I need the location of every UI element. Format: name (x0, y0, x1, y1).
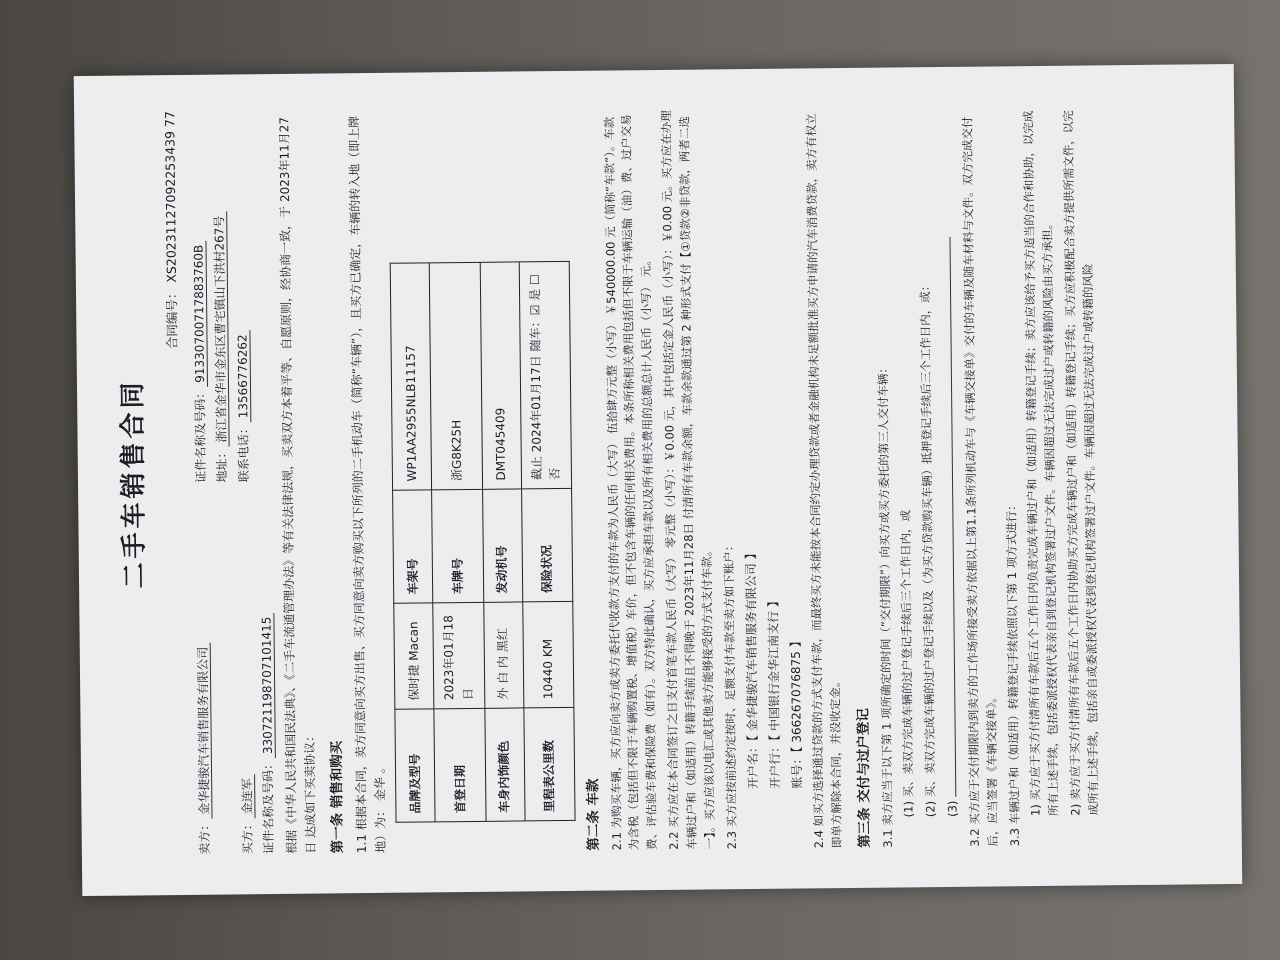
clause-1-1: 1.1 根据本合同，卖方同意向买方出售、买方同意向卖方购买以下所列的二手机动车（简称“车辆”），且买方已确定，车辆的转入地（即上牌地）为： 金华 。 (347, 115, 388, 854)
buyer-name: 金连军 (240, 774, 255, 818)
color-value: 外 白 内 黑红 (483, 602, 523, 709)
mileage-label: 里程表公里数 (523, 707, 574, 821)
engine-label: 发动机号 (482, 489, 522, 602)
bank-row: 开户行：【 中国银行金华江南支行 】 (766, 595, 783, 789)
article-1-title: 第一条 销售和购买 (328, 740, 347, 854)
vehicle-row (430, 262, 486, 821)
buyer-id-label: 证件名称及号码： (261, 758, 277, 855)
vehicle-table (390, 261, 575, 823)
bank-name: 中国银行金华江南支行 (766, 610, 782, 732)
article-3-title: 第三条 交付与过户登记 (855, 708, 873, 848)
brand-label: 品牌及型号 (395, 709, 435, 822)
option-1: (1) 买、卖双方完成车辆的过户登记手续后三个工作日内，或 (898, 509, 917, 818)
clause-3-3-1: 1) 买方应于买方付清所有车款后五个工作日内负责完成车辆过户和（如适用）转籍登记手续；卖方应该给予买方适当的合作和协助，以完成所有上述手续，包括委派授权代表亲自到登记机构签署过户文件。车辆因超过无法完成过户或转籍的风险由买方承担。 (1021, 110, 1061, 817)
mileage-value: 10440 KM (522, 601, 573, 708)
vehicle-row (480, 262, 525, 821)
vin-label: 车架号 (393, 490, 433, 603)
color-label: 车身内饰颜色 (484, 708, 524, 821)
option-2: (2) 买、卖双方完成车辆的过户登记手续以及（为买方贷款购买车辆）抵押登记手续后三个工作日内，或： (918, 279, 938, 818)
seller-id-label: 证件名称及号码： (192, 386, 208, 483)
option-3 (937, 103, 963, 847)
account-number-label: 账号： (789, 752, 804, 789)
account-name-row: 开户名：【 金华捷骏汽车销售服务有限公司 】 (744, 547, 761, 790)
reg-date-label: 首登日期 (434, 708, 485, 822)
account-number: 366267076875 (788, 651, 804, 743)
clause-3-2: 3.2 买方应于交付期限内到卖方的工作场所接受卖方依据以上第1.1条所列机动车与《车辆交接单》交付的车辆及随车材料与文件。双方完成交付后，应当签署《车辆交接单》。 (960, 116, 1000, 847)
engine-value: DMT045409 (480, 262, 521, 489)
contract-number: 合同编号： XS20231127092253439 77 (162, 111, 180, 350)
intro-paragraph: 根据《中华人民共和国民法典》、《二手车流通管理办法》等有关法律法规，买卖双方本着平等、自愿原则，经协商一致，于 2023年11月27日 达成如下买卖协议： (277, 116, 318, 854)
document-title: 二手车销售合同 (117, 378, 151, 589)
clause-2-3: 2.3 买方应按前述约定按时、足额支付车款至卖方如下账户： (721, 539, 739, 850)
clause-2-2: 2.2 买方应在本合同签订之日支付首笔车款人民币（大写） 零元整（小写）：￥0.00 元，其中包括定金人民币（小写）：￥0.00 元。买方应在办理车辆过户和（如适用）转籍手续前且不得晚于 2023年11月28日 付清所有车款余额，车款余款通过第 2 种形式支付【①贷款②非贷款，两者二选一】。买方应该以电汇或其他卖方能够接受的方式支付车款。 (659, 110, 717, 850)
seller-label: 卖方： (197, 818, 212, 855)
vin-value: WP1AA2955NLB11157 (391, 263, 432, 490)
buyer-id: 330721198707101415 (260, 613, 277, 759)
seller-phone: 13566776262 (235, 330, 251, 422)
clause-3-3-2: 2) 卖方应于买方付清所有车款后五个工作日内协助买方完成车辆过户和（如适用）转籍登记手续；买方应积极配合卖方提供所需文件，以完成所有上述手续，包括亲自或委派授权代表到登记机构签署过户文件。车辆因超过无法完成过户或转籍的风险 (1061, 110, 1101, 816)
bank-label: 开户行： (767, 740, 783, 789)
contract-document (74, 64, 1243, 896)
plate-value: 浙G8K25H (430, 262, 483, 489)
account-name: 金华捷骏汽车销售服务有限公司 (744, 563, 760, 732)
seller-addr-label: 地址： (214, 446, 230, 483)
vehicle-row (519, 261, 575, 820)
brand-value: 保时捷 Macan (394, 603, 434, 710)
insurance-label: 保险状况 (521, 488, 572, 602)
article-2-title: 第二条 车款 (584, 778, 602, 851)
seller-id: 91330700717883760B (191, 241, 208, 387)
plate-label: 车牌号 (432, 489, 483, 603)
buyer-row-2 (253, 110, 279, 854)
account-number-row: 账号：【 366267076875 】 (788, 635, 804, 789)
seller-phone-label: 联系电话： (236, 422, 251, 483)
seller-addr: 浙江省金华市金东区曹宅镇山下洪村267号 (212, 212, 229, 447)
clause-3-1: 3.1 卖方应当于以下第 1 项所确定的时间（“交付期限”）向买方或买方委托的第三人交付车辆： (875, 362, 895, 848)
insurance-value: 截止 2024年01月17日 随车：☑ 是 ☐ 否 (519, 261, 572, 488)
account-name-label: 开户名： (746, 740, 761, 790)
clause-2-4: 2.4 如买方选择通过贷款的方式支付车款，而最终买方未能按本合同约定办理贷款或者金融机构未足额批准买方申请的汽车消费贷款，卖方有权立即单方解除本合同，并没收定金。 (804, 113, 844, 849)
seller-name: 金华捷骏汽车销售服务有限公司 (195, 643, 212, 819)
vehicle-row (391, 263, 436, 822)
clause-2-1: 2.1 为购买车辆，买方应向卖方或卖方委托代收款方支付的车款为人民币（大写） 伍拾肆万元整（小写） ￥540000.00 元（简称“车款”）。车款为含税（包括但不限于车辆购置税、增值税）车价，但不包含车辆的任何相关费用。本条所称相关费用包括但不限于车辆运输（油）费、过户交易费、评估验车费和保险费（如有）。双方特此确认，买方应承担车款以及所有相关费用的总额总计人民币（小写） 元。 (601, 114, 660, 851)
buyer-label: 买方： (240, 818, 255, 855)
option-3-label: (3) (945, 800, 960, 818)
contract-paper (74, 64, 1243, 896)
clause-3-3: 3.3 车辆过户和（如适用）转籍登记手续依照以下第 1 项方式进行： (1003, 499, 1022, 847)
reg-date-value: 2023年01月18日 (433, 602, 484, 709)
